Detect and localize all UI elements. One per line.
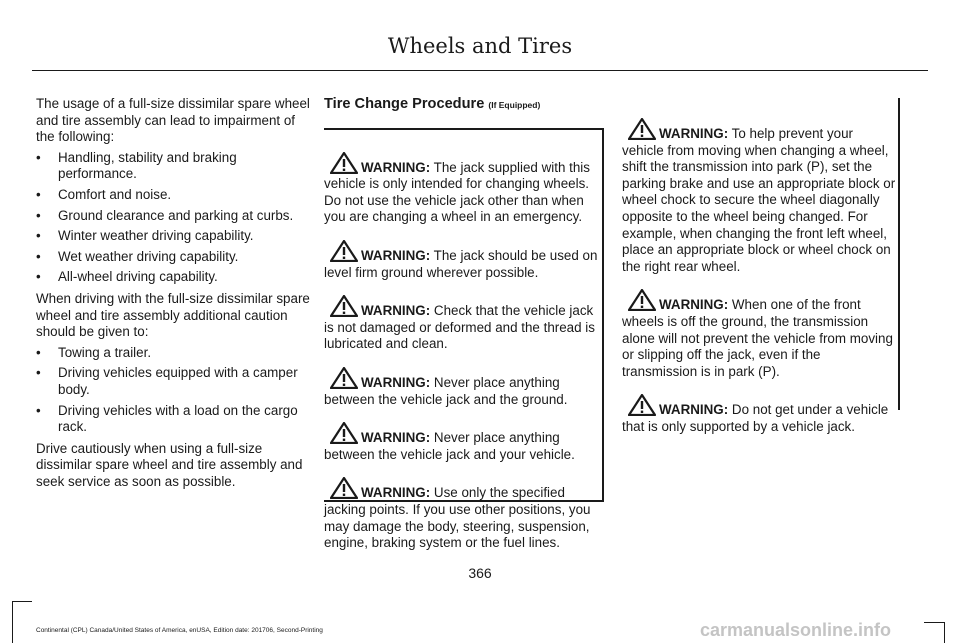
warning-triangle-icon [330,367,358,389]
warning-item: WARNING: Use only the specified jacking points. If you use other positions, you may damage the body, steering, suspension, engine, braking system or the fuel lines. [324,477,602,551]
warning-box [324,128,604,551]
header-divider [32,70,928,71]
warning-item: WARNING: Check that the vehicle jack is not damaged or deformed and the thread is lubricated and clean. [324,295,602,353]
page-number: 366 [468,565,492,581]
warning-triangle-icon [330,477,358,499]
warning-item: WARNING: The jack supplied with this vehicle is only intended for changing wheels. Do not use the vehicle jack other than when you are changing a wheel in an emergency. [324,152,602,226]
crop-mark-right [944,622,945,643]
crop-mark-left [12,601,13,643]
watermark: carmanualsonline.info [700,620,892,640]
warning-triangle-icon [628,289,656,311]
warning-item: WARNING: To help prevent your vehicle from moving when changing a wheel, shift the transmission into park (P), set the parking brake and use an appropriate block or wheel chock to secure the wheel diagonally opposite to the wheel being changed. For example, when changing the front left wheel, place an appropriate block or wheel chock on the right rear wheel. [622,118,898,275]
section-heading [324,96,604,114]
page-title: Wheels and Tires [387,34,573,58]
warning-triangle-icon [330,152,358,174]
warning-item: WARNING: Do not get under a vehicle that is only supported by a vehicle jack. [622,394,898,435]
right-column [622,96,900,434]
list-item: • Driving vehicles equipped with a camper body. [36,365,298,397]
caution-list [36,345,310,436]
crop-mark-right-h [924,622,944,623]
warning-item: WARNING: Never place anything between the vehicle jack and your vehicle. [324,422,602,463]
caution-paragraph: When driving with the full-size dissimilar spare wheel and tire assembly additional caution should be given to: [36,290,310,340]
closing-paragraph: Drive cautiously when using a full-size dissimilar spare wheel and tire assembly and seek service as soon as possible. [36,440,303,489]
list-item: • Wet weather driving capability. [36,248,239,264]
warning-item: WARNING: Never place anything between the vehicle jack and the ground. [324,367,602,408]
edition-footer: Continental (CPL) Canada/United States of America, enUSA, Edition date: 201706, Second-Printing [36,627,323,634]
list-item: • Handling, stability and braking performance. [36,149,237,182]
list-item: • Comfort and noise. [36,186,172,202]
intro-paragraph: The usage of a full-size dissimilar spare wheel and tire assembly can lead to impairment of the following: [36,96,310,145]
list-item: • Driving vehicles with a load on the cargo rack. [36,402,298,435]
warning-triangle-icon [628,394,656,416]
list-item: • Ground clearance and parking at curbs. [36,207,294,223]
left-column [36,96,310,494]
list-item: • Winter weather driving capability. [36,228,254,244]
list-item: • Towing a trailer. [36,344,152,360]
warning-triangle-icon [330,422,358,444]
middle-column [324,96,604,551]
warning-item: WARNING: The jack should be used on level firm ground wherever possible. [324,240,602,281]
warning-triangle-icon [330,240,358,262]
section-heading-text: Tire Change Procedure [324,96,485,112]
warning-triangle-icon [628,118,656,140]
warning-item: WARNING: When one of the front wheels is off the ground, the transmission alone will not prevent the vehicle from moving or slipping off the jack, even if the transmission is in park (P). [622,289,898,380]
list-item: • All-wheel driving capability. [36,269,218,285]
section-heading-qualifier: (If Equipped) [488,100,541,110]
warning-box [622,98,900,434]
crop-mark-left-h [12,601,32,602]
warning-triangle-icon [330,295,358,317]
impairment-list [36,150,310,286]
